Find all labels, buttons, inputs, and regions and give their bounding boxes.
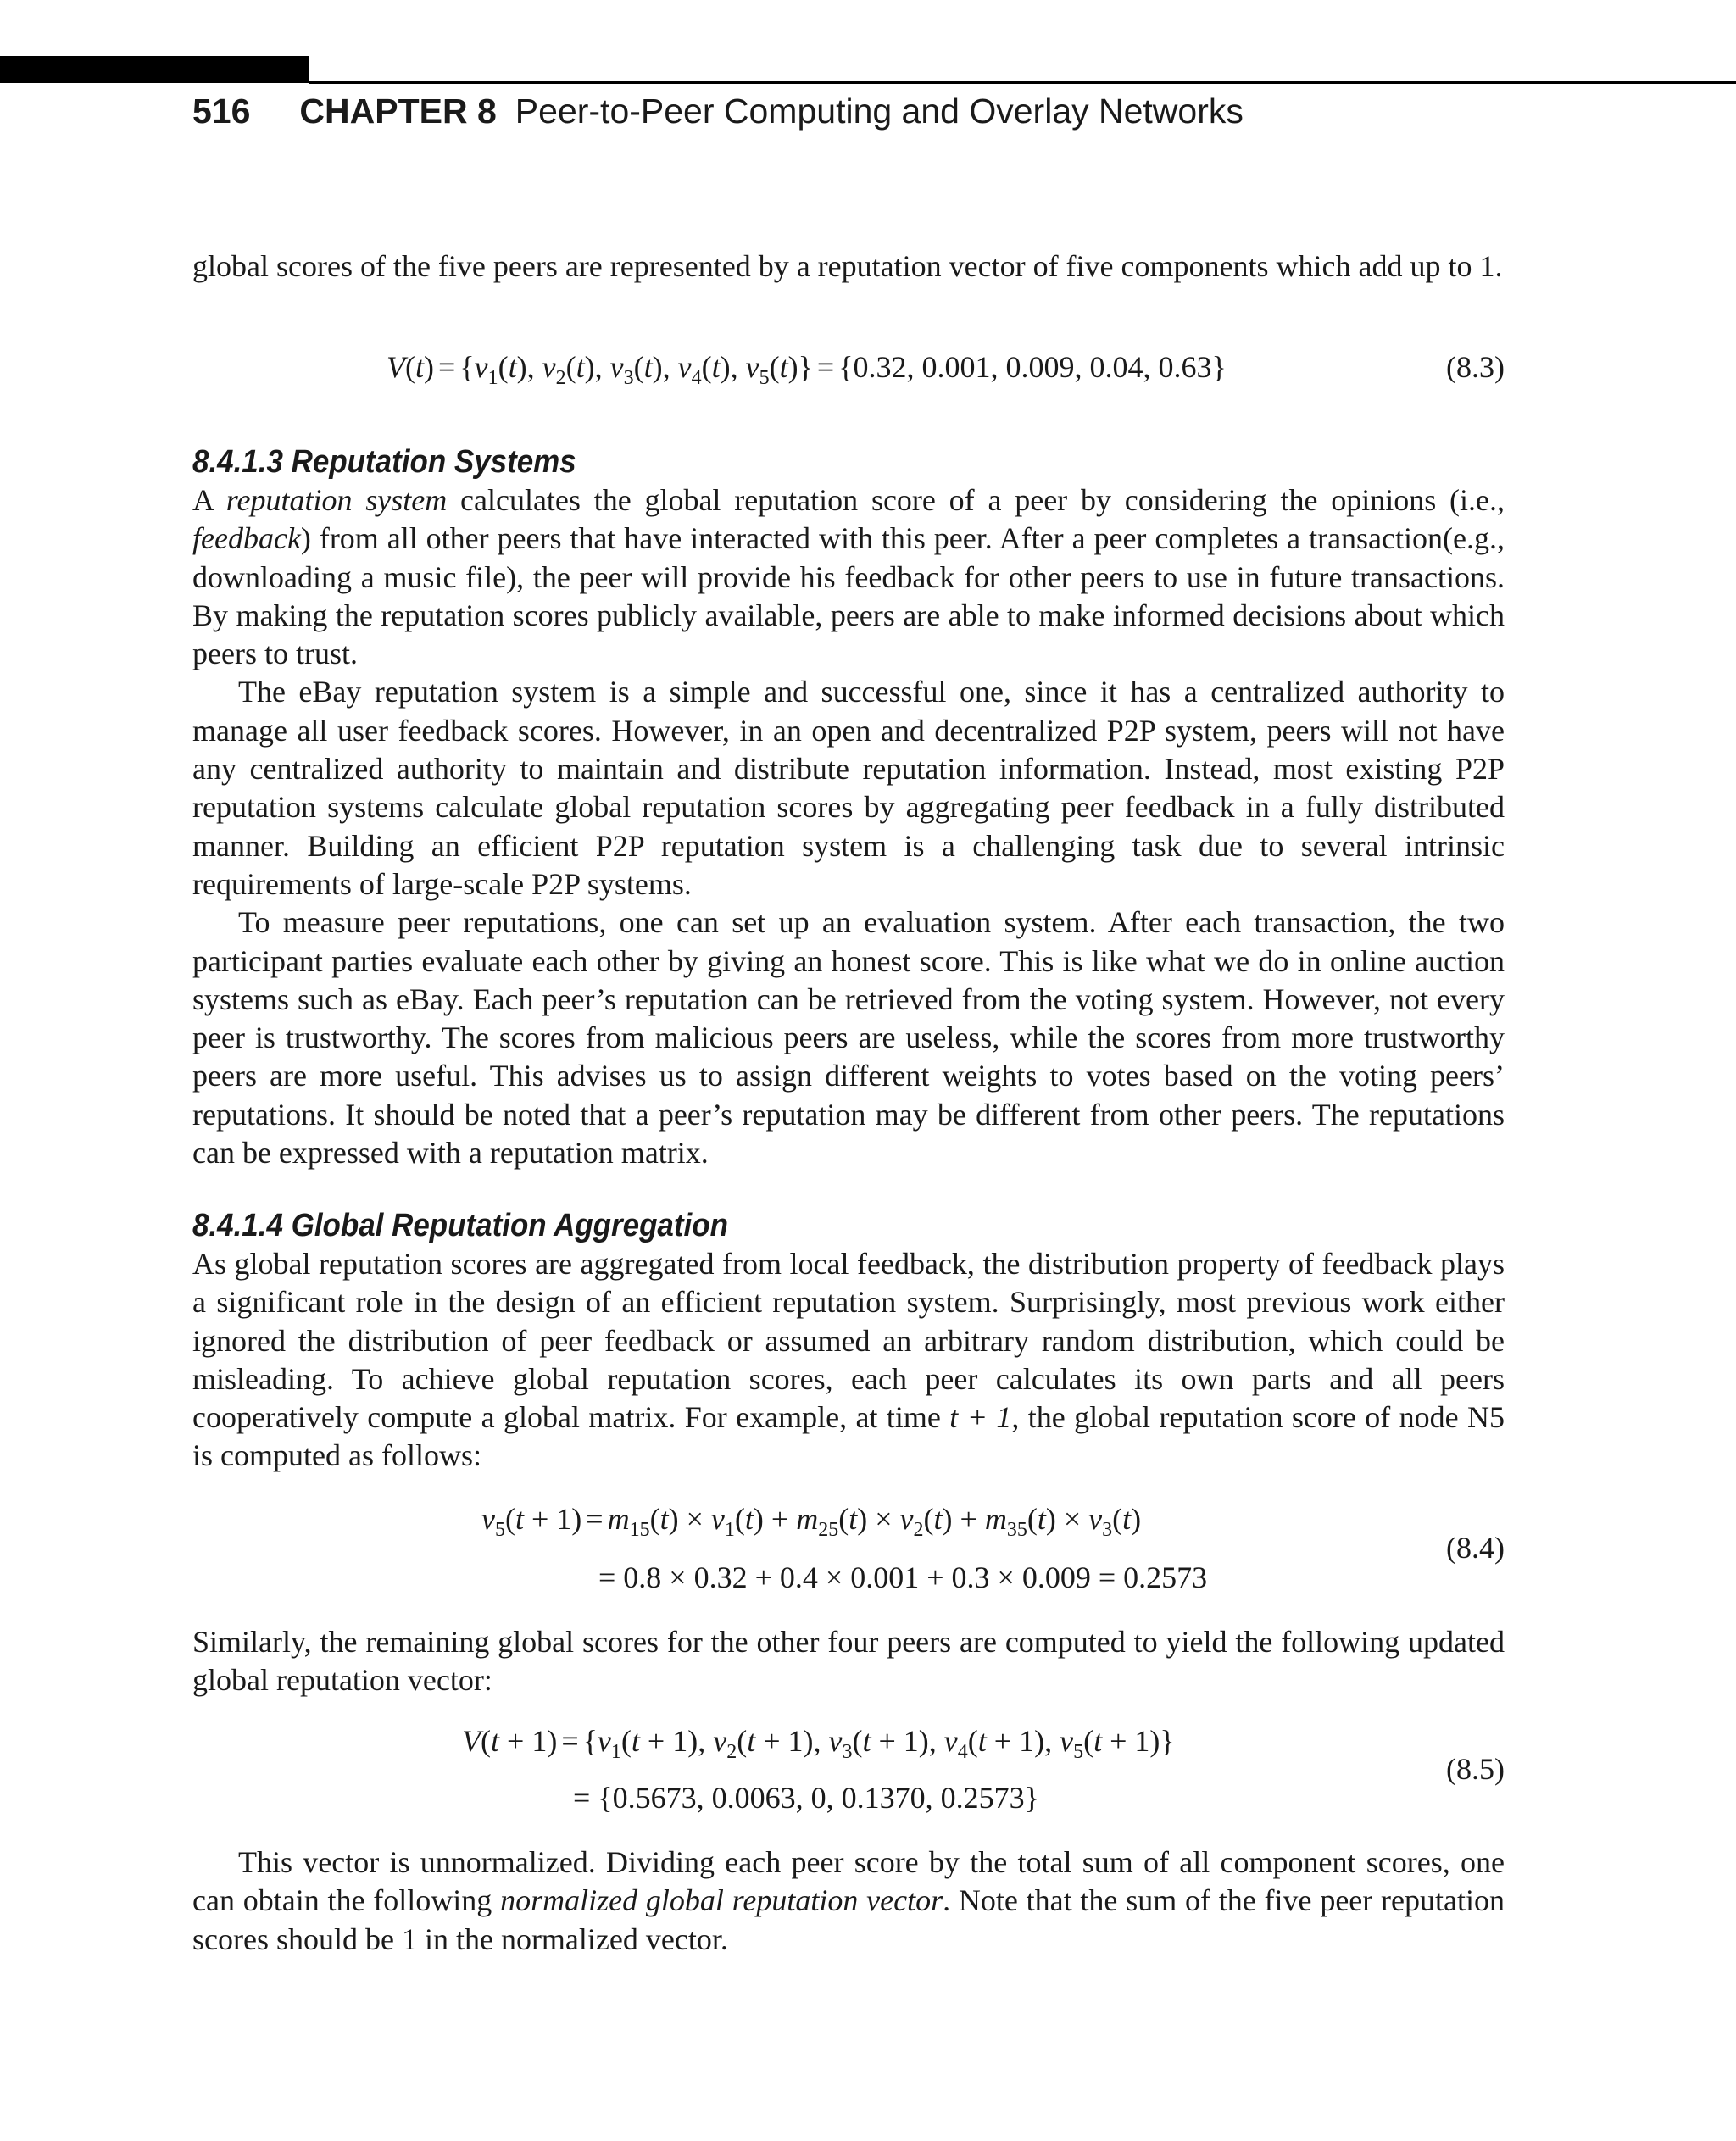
section-heading-8-4-1-3: 8.4.1.3 Reputation Systems xyxy=(192,444,576,480)
time-expression: t + 1 xyxy=(949,1400,1012,1435)
intro-text: global scores of the five peers are represented by a reputation vector of five components which add up to 1. xyxy=(192,249,1503,283)
equation-8-4-line-2: = 0.8 × 0.32 + 0.4 × 0.001 + 0.3 × 0.009 = 0.2573 xyxy=(598,1560,1208,1594)
term-normalized-vector: normalized global reputation vector xyxy=(500,1883,943,1918)
header-rule-thick xyxy=(0,56,309,83)
equation-8-5-line-1: $V(t + 1) = \{v_1(t + 1)$, $v_2(t + 1)$, $v_3(t + 1)$, $v_4(t + 1)$, $v_5(t + 1)$} xyxy=(462,1724,1175,1763)
term-reputation-system: reputation system xyxy=(225,483,448,517)
equation-number-8-4: (8.4) xyxy=(1446,1531,1505,1565)
paragraph-ebay: The eBay reputation system is a simple and successful one, since it has a centralized authority to manage all user feedback scores. However, in an open and decentralized P2P system, peers will not have any centralized authority to maintain and distribute reputation information. Instead, most existing P2P reputation systems calculate global reputation scores by aggregating peer feedback in a fully distributed manner. Building an efficient P2P reputation system is a challenging task due to several intrinsic requirements of large-scale P2P systems. xyxy=(192,675,1505,901)
section-8-4-1-3-body xyxy=(192,481,1505,1172)
equation-8-3-values: {0.32, 0.001, 0.009, 0.04, 0.63} xyxy=(838,350,1227,384)
paragraph-reputation-system: A reputation system calculates the global reputation score of a peer by considering the opinions (i.e., feedback) from all other peers that have interacted with this peer. After a peer completes a transaction(e.g., downloading a music file), the peer will provide his feedback for other peers to use in future transactions. By making the reputation scores publicly available, peers are able to make informed decisions about which peers to trust. xyxy=(192,483,1505,671)
intro-paragraph xyxy=(192,247,1505,286)
paragraph-aggregation: As global reputation scores are aggregated from local feedback, the distribution property of feedback plays a significant role in the design of an efficient reputation system. Surprisingly, most previous work either ignored the distribution of peer feedback or assumed an arbitrary random distribution, which could be misleading. To achieve global reputation scores, each peer calculates its own parts and all peers cooperatively compute a global matrix. For example, at time t + 1, the global reputation score of node N5 is computed as follows: xyxy=(192,1247,1505,1473)
paragraph-similarly-container xyxy=(192,1623,1505,1700)
paragraph-final-container xyxy=(192,1843,1505,1959)
paragraph-measure: To measure peer reputations, one can set up an evaluation system. After each transaction, the two participant parties evaluate each other by giving an honest score. This is like what we do in online auction systems such as eBay. Each peer’s reputation can be retrieved from the voting system. However, not every peer is trustworthy. The scores from malicious peers are useless, while the scores from more trustworthy peers are more useful. This advises us to assign different weights to votes based on the voting peers’ reputations. It should be noted that a peer’s reputation may be different from other peers. The reputations can be expressed with a reputation matrix. xyxy=(192,905,1505,1171)
section-heading-8-4-1-4: 8.4.1.4 Global Reputation Aggregation xyxy=(192,1208,728,1243)
chapter-title: Peer-to-Peer Computing and Overlay Networks xyxy=(515,92,1244,131)
page-number: 516 xyxy=(192,92,251,131)
paragraph-normalized: This vector is unnormalized. Dividing each peer score by the total sum of all component scores, one can obtain the following normalized global reputation vector. Note that the sum of the five peer reputation scores should be 1 in the normalized vector. xyxy=(192,1845,1505,1956)
term-feedback: feedback xyxy=(192,521,301,556)
equation-number-8-3: (8.3) xyxy=(1446,350,1505,384)
header-rule-thin xyxy=(309,81,1736,84)
section-8-4-1-4-body xyxy=(192,1245,1505,1476)
chapter-label: CHAPTER 8 xyxy=(299,92,497,131)
equation-8-4-line-1: $v_5(t + 1) = m_{15}(t) \times v_1(t) + m_{25}(t) \times v_2(t) + m_{35}(t) \times v_3(t)$ xyxy=(481,1502,1142,1541)
equation-8-5-line-2: = {0.5673, 0.0063, 0, 0.1370, 0.2573} xyxy=(573,1781,1039,1815)
equation-number-8-5: (8.5) xyxy=(1446,1752,1505,1786)
equation-8-3: $V(t) = \{v_1(t)$, $v_2(t)$, $v_3(t)$, $v_4(t)$, $v_5(t)\} = \{0.32$, 0.001, 0.009, 0.04, 0.63} xyxy=(387,350,1227,389)
paragraph-similarly: Similarly, the remaining global scores for the other four peers are computed to yield the following updated global reputation vector: xyxy=(192,1625,1505,1698)
running-header xyxy=(192,92,1244,146)
